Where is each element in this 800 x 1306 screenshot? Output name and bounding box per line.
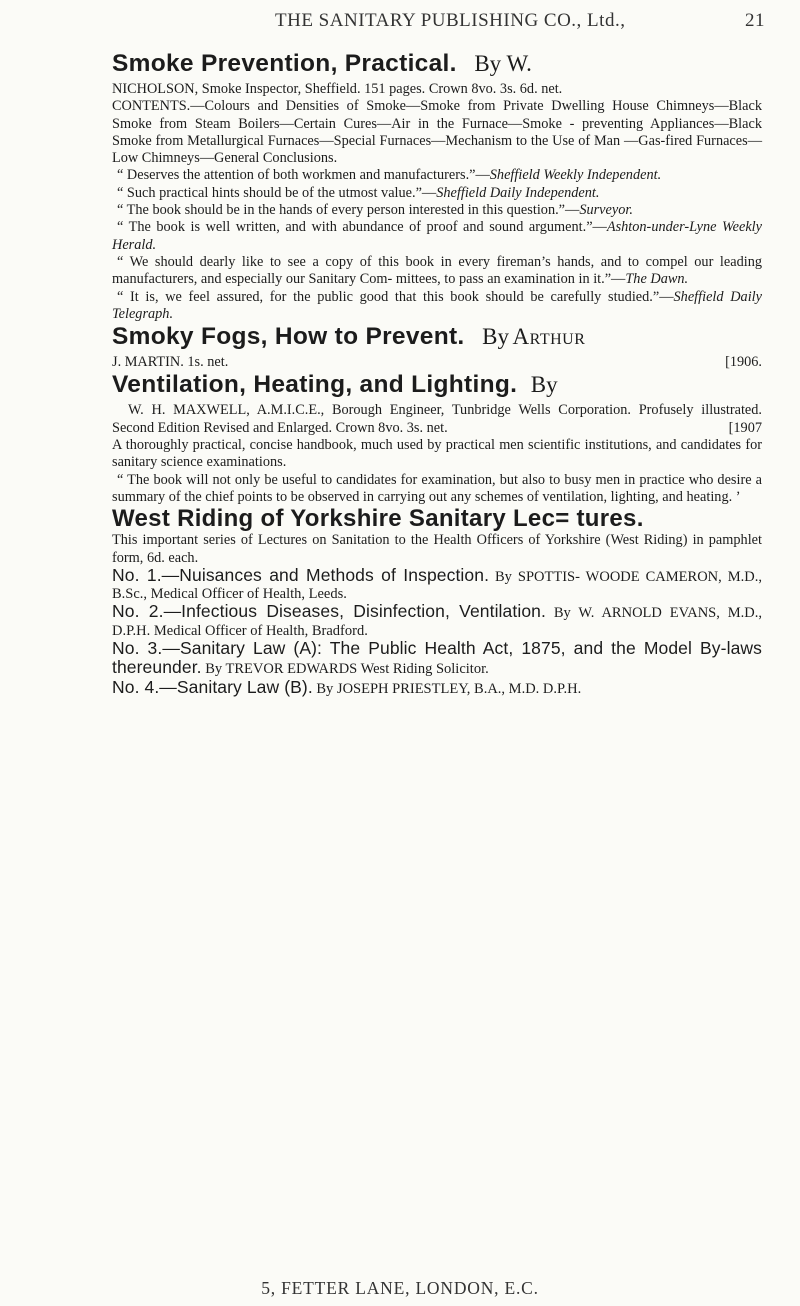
series-description: This important series of Lectures on Sanitation to the Health Officers of Yorkshire (West Riding) in pamphlet form, 6d. each. [112,532,762,566]
review [112,219,762,254]
review-source: Sheffield Daily Telegraph. [112,288,762,322]
series-item-author: By TREVOR EDWARDS West Riding Solicitor. [205,661,489,678]
entry-author-line: W. H. MAXWELL, A.M.I.C.E., Borough Engineer, Tunbridge Wells Corporation. Profusely illustrated. Second Edition Revised and Enlarged. Crown 8vo. 3s. net. [1907 [112,402,762,436]
entry-author-line: NICHOLSON, Smoke Inspector, Sheffield. 151 pages. Crown 8vo. 3s. 6d. net. [112,81,563,97]
review-text: “ Deserves the attention of both workmen and manufacturers.”— [117,167,490,184]
entry-price-line [112,354,762,371]
series-item-number: No. 2.— [112,601,182,622]
entry-smoke-prevention [112,50,762,323]
publisher-heading: THE SANITARY PUBLISHING CO., Ltd., [275,10,626,31]
entry-contents: CONTENTS.—Colours and Densities of Smoke—Smoke from Private Dwelling House Chimneys—Black Smoke from Steam Boilers—Certain Cures—Air in the Furnace—Smoke - preventing Appliances—Black Smoke from Metallurgical Furnaces—Special Furnaces—Mechanism to the Use of Man —Gas-fired Furnaces—Low Chimneys—General Conclusions. [112,98,762,167]
series-item-title: Infectious Diseases, Disinfection, Ventilation. [181,601,546,622]
series-west-riding [112,506,762,698]
series-item [112,640,762,679]
entry-heading [112,371,762,402]
review-text: “ Such practical hints should be of the utmost value.”— [117,184,437,201]
entry-by: By [530,372,558,398]
series-item-title: Sanitary Law (B). [176,676,313,697]
review-source: Sheffield Daily Independent. [436,184,600,201]
entry-heading [112,50,762,81]
review-text: “ It is, we feel assured, for the public good that this book should be carefully studied.”— [117,288,674,305]
entry-author-first: Arthur [512,324,586,350]
review-text: “ The book should be in the hands of every person interested in this question.”— [117,202,580,219]
page-number: 21 [745,10,765,31]
entry-smoky-fogs [112,323,762,371]
review-source: The Dawn. [625,271,689,288]
entry-description: A thoroughly practical, concise handbook, much used by practical men scientific institutions, and candidates for sanitary science examinations. [112,437,762,471]
series-item-author: By SPOTTIS- WOODE CAMERON, M.D., B.Sc., Medical Officer of Health, Leeds. [112,568,762,603]
entry-author-line: J. MARTIN. 1s. net. [112,354,229,371]
review-source: Sheffield Weekly Independent. [489,167,662,184]
review [112,254,762,289]
series-item [112,603,762,640]
review [112,202,762,219]
entry-ventilation [112,371,762,506]
catalogue-content [112,50,762,698]
series-item [112,564,762,604]
review-text: “ The book is well written, and with abundance of proof and sound argument.”— [117,219,607,236]
series-item-author: By JOSEPH PRIESTLEY, B.A., M.D. D.P.H. [316,680,582,697]
review [112,167,762,184]
running-head [100,6,765,36]
review [112,185,762,202]
series-item-number: No. 1.— [112,564,180,585]
series-item-author: By W. ARNOLD EVANS, M.D., D.P.H. Medical Officer of Health, Bradford. [112,605,763,639]
entry-title: Smoky Fogs, How to Prevent. [112,323,465,351]
series-item-title: Nuisances and Methods of Inspection. [179,564,490,585]
publisher-address: 5, FETTER LANE, LONDON, E.C. [261,1278,539,1298]
series-item [112,676,762,698]
series-title: West Riding of Yorkshire Sanitary Lec= tures. [112,505,644,533]
series-item-number: No. 4.— [112,676,177,697]
review-source: Ashton-under-Lyne Weekly Herald. [112,219,762,253]
series-item-title: Sanitary Law (A): The Public Health Act, 1875, and the Model By-laws thereunder. [112,638,762,678]
entry-by: By [482,324,509,350]
review-text: “ We should dearly like to see a copy of this book in every fireman’s hands, and to compel our leading manufacturers, and especially our Sanitary Com- mittees, to pass an examination in it.”— [112,253,762,288]
entry-year: [1907 [728,419,762,436]
entry-year: [1906. [725,354,762,371]
entry-by: By W. [474,51,532,76]
entry-heading [112,323,762,354]
series-item-number: No. 3.— [112,638,180,659]
review [112,289,762,324]
review-source: Surveyor. [579,202,633,219]
review-text: “ The book will not only be useful to candidates for examination, but also to busy men in practice who desire a summary of the chief points to be observed in carrying out any schemes of ventilation, lighting, and heating. ’ [112,471,762,505]
entry-title: Smoke Prevention, Practical. [112,50,457,77]
entry-title: Ventilation, Heating, and Lighting. [112,371,518,399]
